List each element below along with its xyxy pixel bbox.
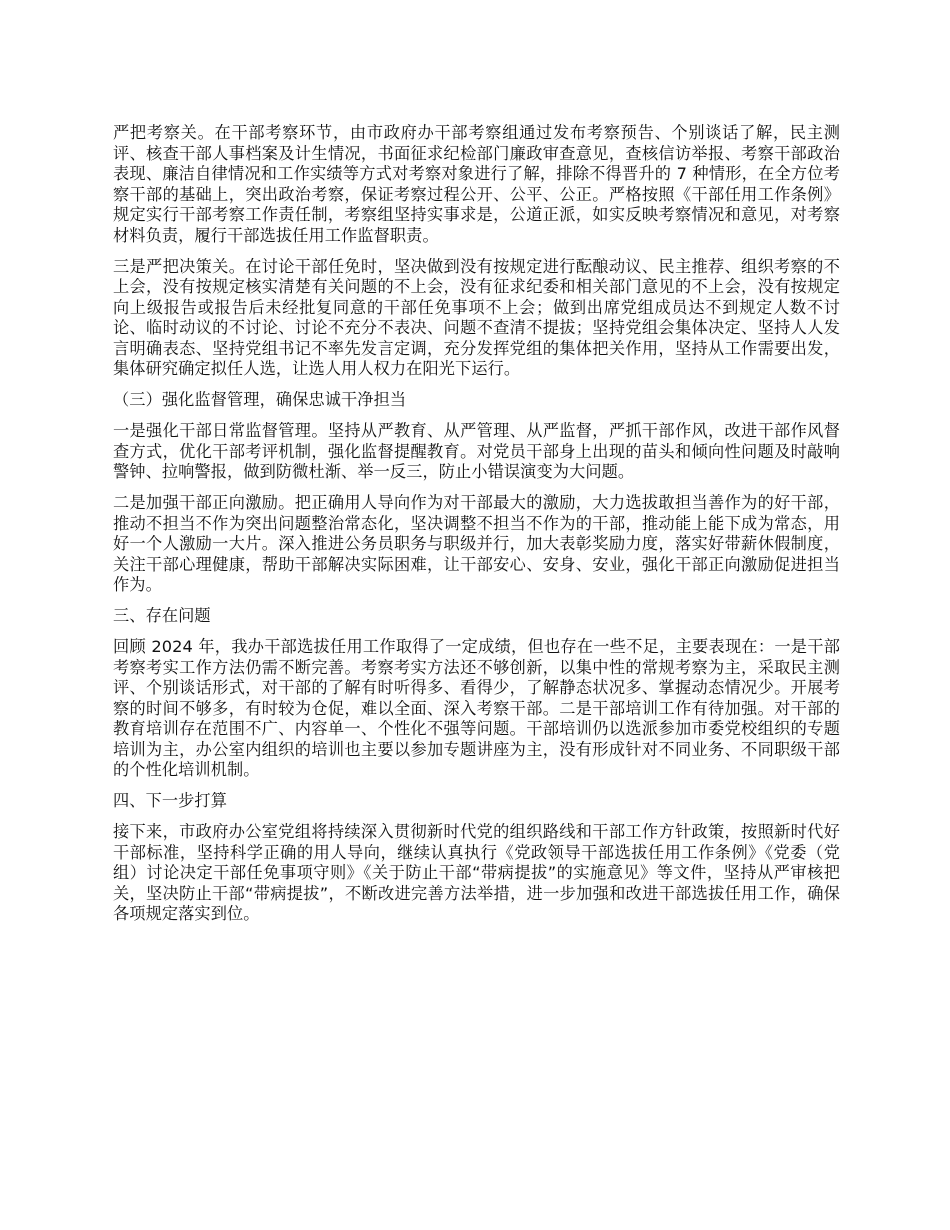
paragraph-daily-supervision: 一是强化干部日常监督管理。坚持从严教育、从严管理、从严监督，严抓干部作风，改进干部作风督查方式，优化干部考评机制，强化监督提醒教育。对党员干部身上出现的苗头和倾向性问题及时敲响警钟、拉响警报，做到防微杜渐、举一反三，防止小错误演变为大问题。 — [113, 421, 840, 481]
document-body — [113, 123, 840, 935]
paragraph-problems: 回顾 2024 年，我办干部选拔任用工作取得了一定成绩，但也存在一些不足，主要表现在：一是干部考察考实工作方法仍需不断完善。考察考实方法还不够创新，以集中性的常规考察为主，采取民主测评、个别谈话形式，对干部的了解有时听得多、看得少，了解静态状况多、掌握动态情况少。开展考察的时间不够多，有时较为仓促，难以全面、深入考察干部。二是干部培训工作有待加强。对干部的教育培训存在范围不广、内容单一、个性化不强等问题。干部培训仍以选派参加市委党校组织的专题培训为主，办公室内组织的培训也主要以参加专题讲座为主，没有形成针对不同业务、不同职级干部的个性化培训机制。 — [113, 637, 840, 779]
section-heading-supervision: （三）强化监督管理，确保忠诚干净担当 — [113, 390, 407, 409]
paragraph-decision-checkpoint: 三是严把决策关。在讨论干部任免时，坚决做到没有按规定进行酝酿动议、民主推荐、组织考察的不上会，没有按规定核实清楚有关问题的不上会，没有征求纪委和相关部门意见的不上会，没有按规定向上级报告或报告后未经批复同意的干部任免事项不上会；做到出席党组成员达不到规定人数不讨论、临时动议的不讨论、讨论不充分不表决、问题不查清不提拔；坚持党组会集体决定、坚持人人发言明确表态、坚持党组书记不率先发言定调，充分发挥党组的集体把关作用，坚持从工作需要出发，集体研究确定拟任人选，让选人用人权力在阳光下运行。 — [113, 256, 840, 378]
paragraph-positive-incentive: 二是加强干部正向激励。把正确用人导向作为对干部最大的激励，大力选拔敢担当善作为的好干部，推动不担当不作为突出问题整治常态化，坚决调整不担当不作为的干部，推动能上能下成为常态，用好一个人激励一大片。深入推进公务员职务与职级并行，加大表彰奖励力度，落实好带薪休假制度，关注干部心理健康，帮助干部解决实际困难，让干部安心、安身、安业，强化干部正向激励促进担当作为。 — [113, 493, 840, 594]
paragraph-inspection-checkpoint: 严把考察关。在干部考察环节，由市政府办干部考察组通过发布考察预告、个别谈话了解，民主测评、核查干部人事档案及计生情况，书面征求纪检部门廉政审查意见，查核信访举报、考察干部政治表现、廉洁自律情况和工作实绩等方式对考察对象进行了解，排除不得晋升的 7 种情形，在全方位考察干部的基础上，突出政治考察，保证考察过程公开、公平、公正。严格按照《干部任用工作条例》规定实行干部考察工作责任制，考察组坚持实事求是，公道正派，如实反映考察情况和意见，对考察材料负责，履行干部选拔任用工作监督职责。 — [113, 123, 840, 245]
paragraph-next-steps: 接下来，市政府办公室党组将持续深入贯彻新时代党的组织路线和干部工作方针政策，按照新时代好干部标准，坚持科学正确的用人导向，继续认真执行《党政领导干部选拔任用工作条例》《党委（党组）讨论决定干部任免事项守则》《关于防止干部“带病提拔”的实施意见》等文件，坚持从严审核把关，坚决防止干部“带病提拔”，不断改进完善方法举措，进一步加强和改进干部选拔任用工作，确保各项规定落实到位。 — [113, 822, 840, 923]
section-heading-next-steps: 四、下一步打算 — [113, 791, 228, 810]
section-heading-problems: 三、存在问题 — [113, 606, 211, 625]
